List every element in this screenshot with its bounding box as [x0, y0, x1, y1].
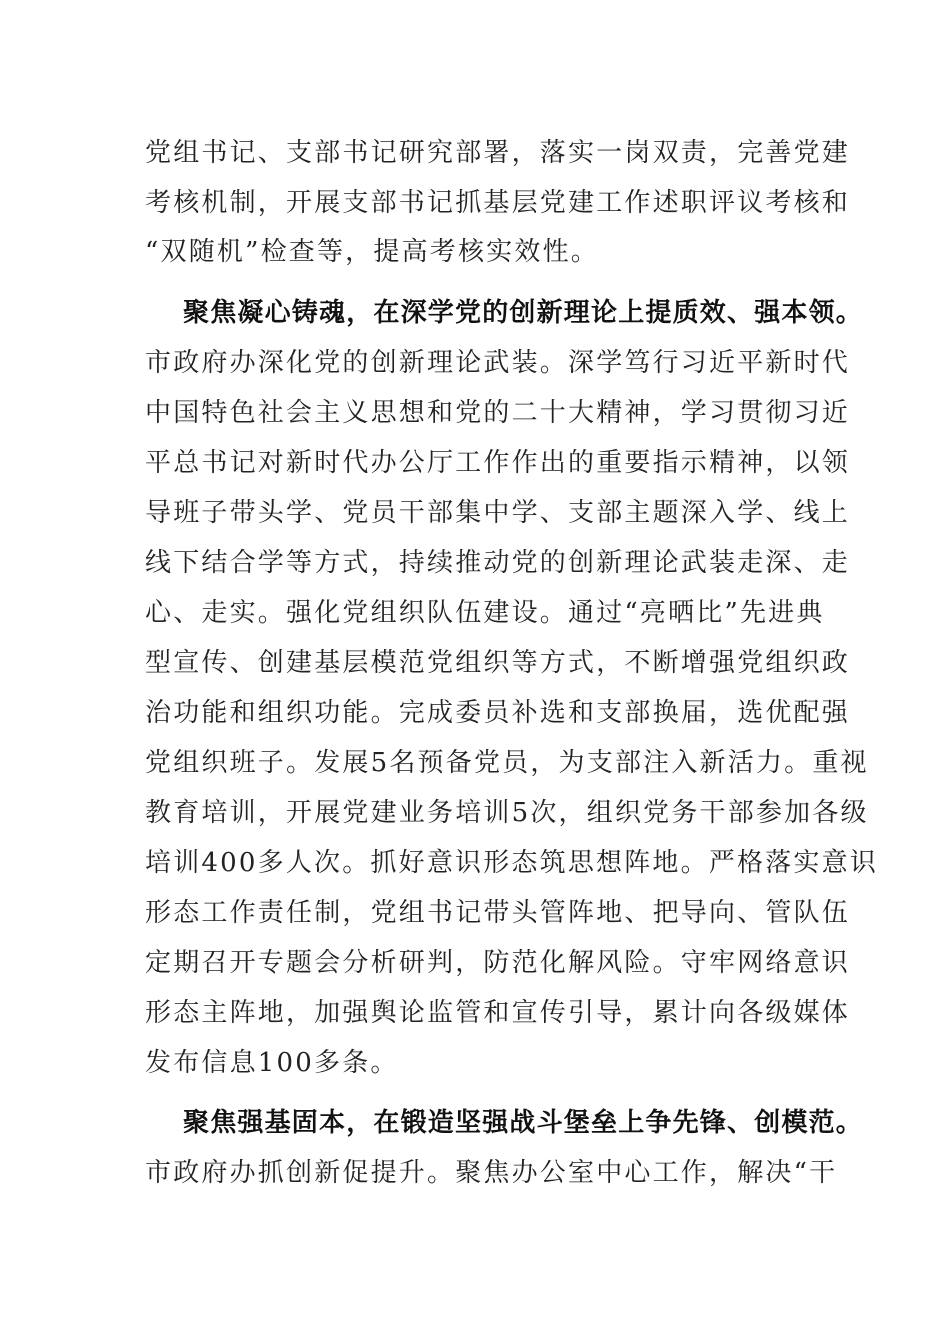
text-line: 心、走实。强化党组织队伍建设。通过“亮晒比”先进典 [145, 598, 825, 628]
text-line: 中国特色社会主义思想和党的二十大精神，学习贯彻习近 [145, 398, 851, 428]
text-line: 定期召开专题会分析研判，防范化解风险。守牢网络意识 [145, 948, 851, 978]
section-heading: 聚焦强基固本，在锻造坚强战斗堡垒上争先锋、创模范。 [183, 1108, 864, 1138]
text-line: 党组织班子。发展5名预备党员，为支部注入新活力。重视 [145, 748, 869, 778]
text-line: 治功能和组织功能。完成委员补选和支部换届，选优配强 [145, 698, 851, 728]
section-heading: 聚焦凝心铸魂，在深学党的创新理论上提质效、强本领。 [183, 298, 864, 328]
text-line: 型宣传、创建基层模范党组织等方式，不断增强党组织政 [145, 648, 851, 678]
text-line: 教育培训，开展党建业务培训5次，组织党务干部参加各级 [145, 798, 869, 828]
text-line: 市政府办抓创新促提升。聚焦办公室中心工作，解决“干 [145, 1158, 838, 1188]
text-line: 形态工作责任制，党组书记带头管阵地、把导向、管队伍 [145, 898, 851, 928]
text-line: 党组书记、支部书记研究部署，落实一岗双责，完善党建 [145, 138, 851, 168]
text-line: 平总书记对新时代办公厅工作作出的重要指示精神，以领 [145, 448, 851, 478]
text-line: 培训400多人次。抓好意识形态筑思想阵地。严格落实意识 [145, 848, 879, 878]
text-line: 考核机制，开展支部书记抓基层党建工作述职评议考核和 [145, 188, 851, 218]
text-line: 形态主阵地，加强舆论监管和宣传引导，累计向各级媒体 [145, 998, 851, 1028]
text-line: 线下结合学等方式，持续推动党的创新理论武装走深、走 [145, 548, 851, 578]
text-line: “双随机”检查等，提高考核实效性。 [145, 237, 599, 267]
text-line: 发布信息100多条。 [145, 1048, 399, 1078]
text-line: 市政府办深化党的创新理论武装。深学笃行习近平新时代 [145, 348, 851, 378]
text-line: 导班子带头学、党员干部集中学、支部主题深入学、线上 [145, 498, 851, 528]
